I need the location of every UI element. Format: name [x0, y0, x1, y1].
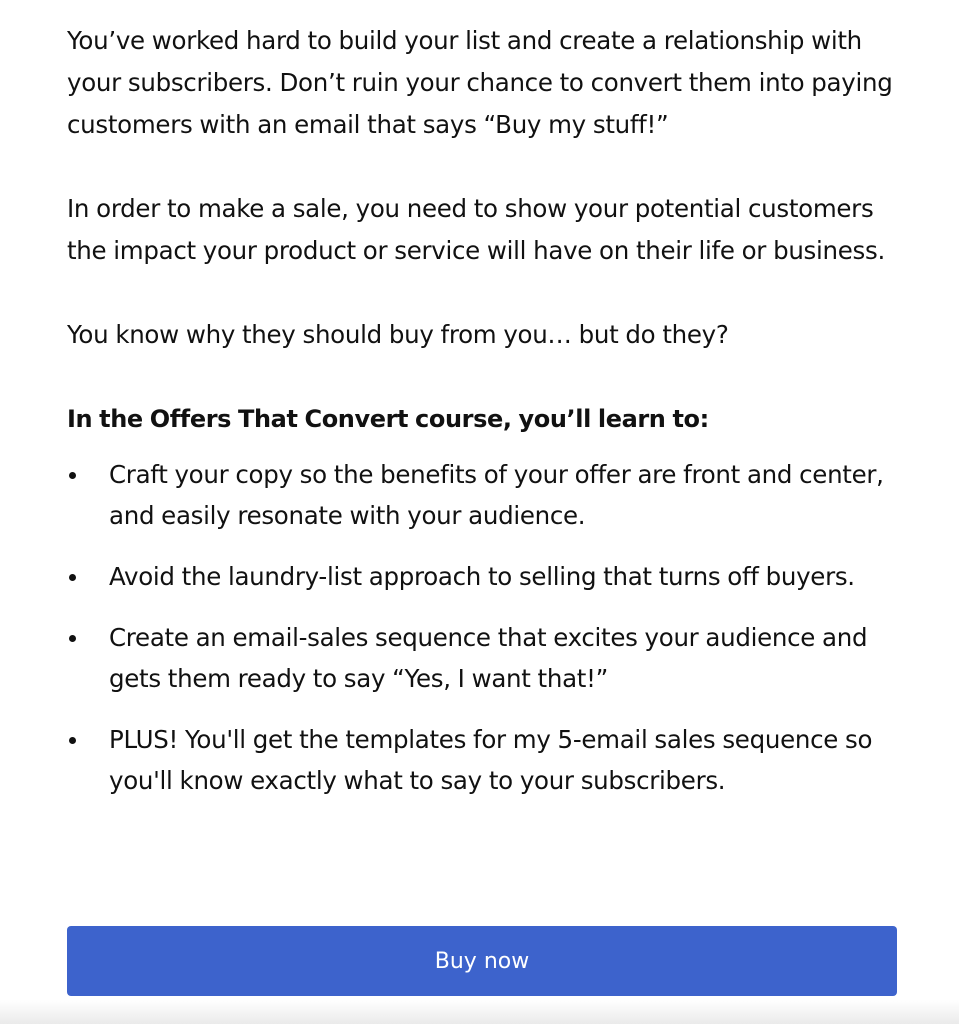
buy-now-button[interactable]: Buy now	[67, 926, 897, 996]
course-heading: In the Offers That Convert course, you’ll learn to:	[67, 405, 709, 433]
question-paragraph: You know why they should buy from you… but do they?	[67, 320, 729, 349]
benefits-list	[67, 454, 917, 801]
benefit-text: Craft your copy so the benefits of your offer are front and center, and easily resonate with your audience.	[109, 460, 884, 530]
bullet-icon	[69, 737, 76, 744]
benefit-text: PLUS! You'll get the templates for my 5-email sales sequence so you'll know exactly what to say to your subscribers.	[109, 725, 873, 795]
list-item	[67, 719, 917, 801]
impact-paragraph: In order to make a sale, you need to show your potential customers the impact your product or service will have on their life or business.	[67, 194, 885, 265]
list-item	[67, 454, 917, 536]
bullet-icon	[69, 574, 76, 581]
benefit-text: Avoid the laundry-list approach to selling that turns off buyers.	[109, 562, 855, 591]
bottom-edge-shadow	[0, 1000, 959, 1024]
benefit-text: Create an email-sales sequence that excites your audience and gets them ready to say “Yes, I want that!”	[109, 623, 868, 693]
bullet-icon	[69, 472, 76, 479]
sales-copy	[67, 20, 917, 821]
bullet-icon	[69, 635, 76, 642]
list-item	[67, 617, 917, 699]
list-item	[67, 556, 917, 597]
intro-paragraph: You’ve worked hard to build your list and create a relationship with your subscribers. Don’t ruin your chance to convert them into paying customers with an email that says “Buy my stuff!”	[67, 26, 893, 139]
